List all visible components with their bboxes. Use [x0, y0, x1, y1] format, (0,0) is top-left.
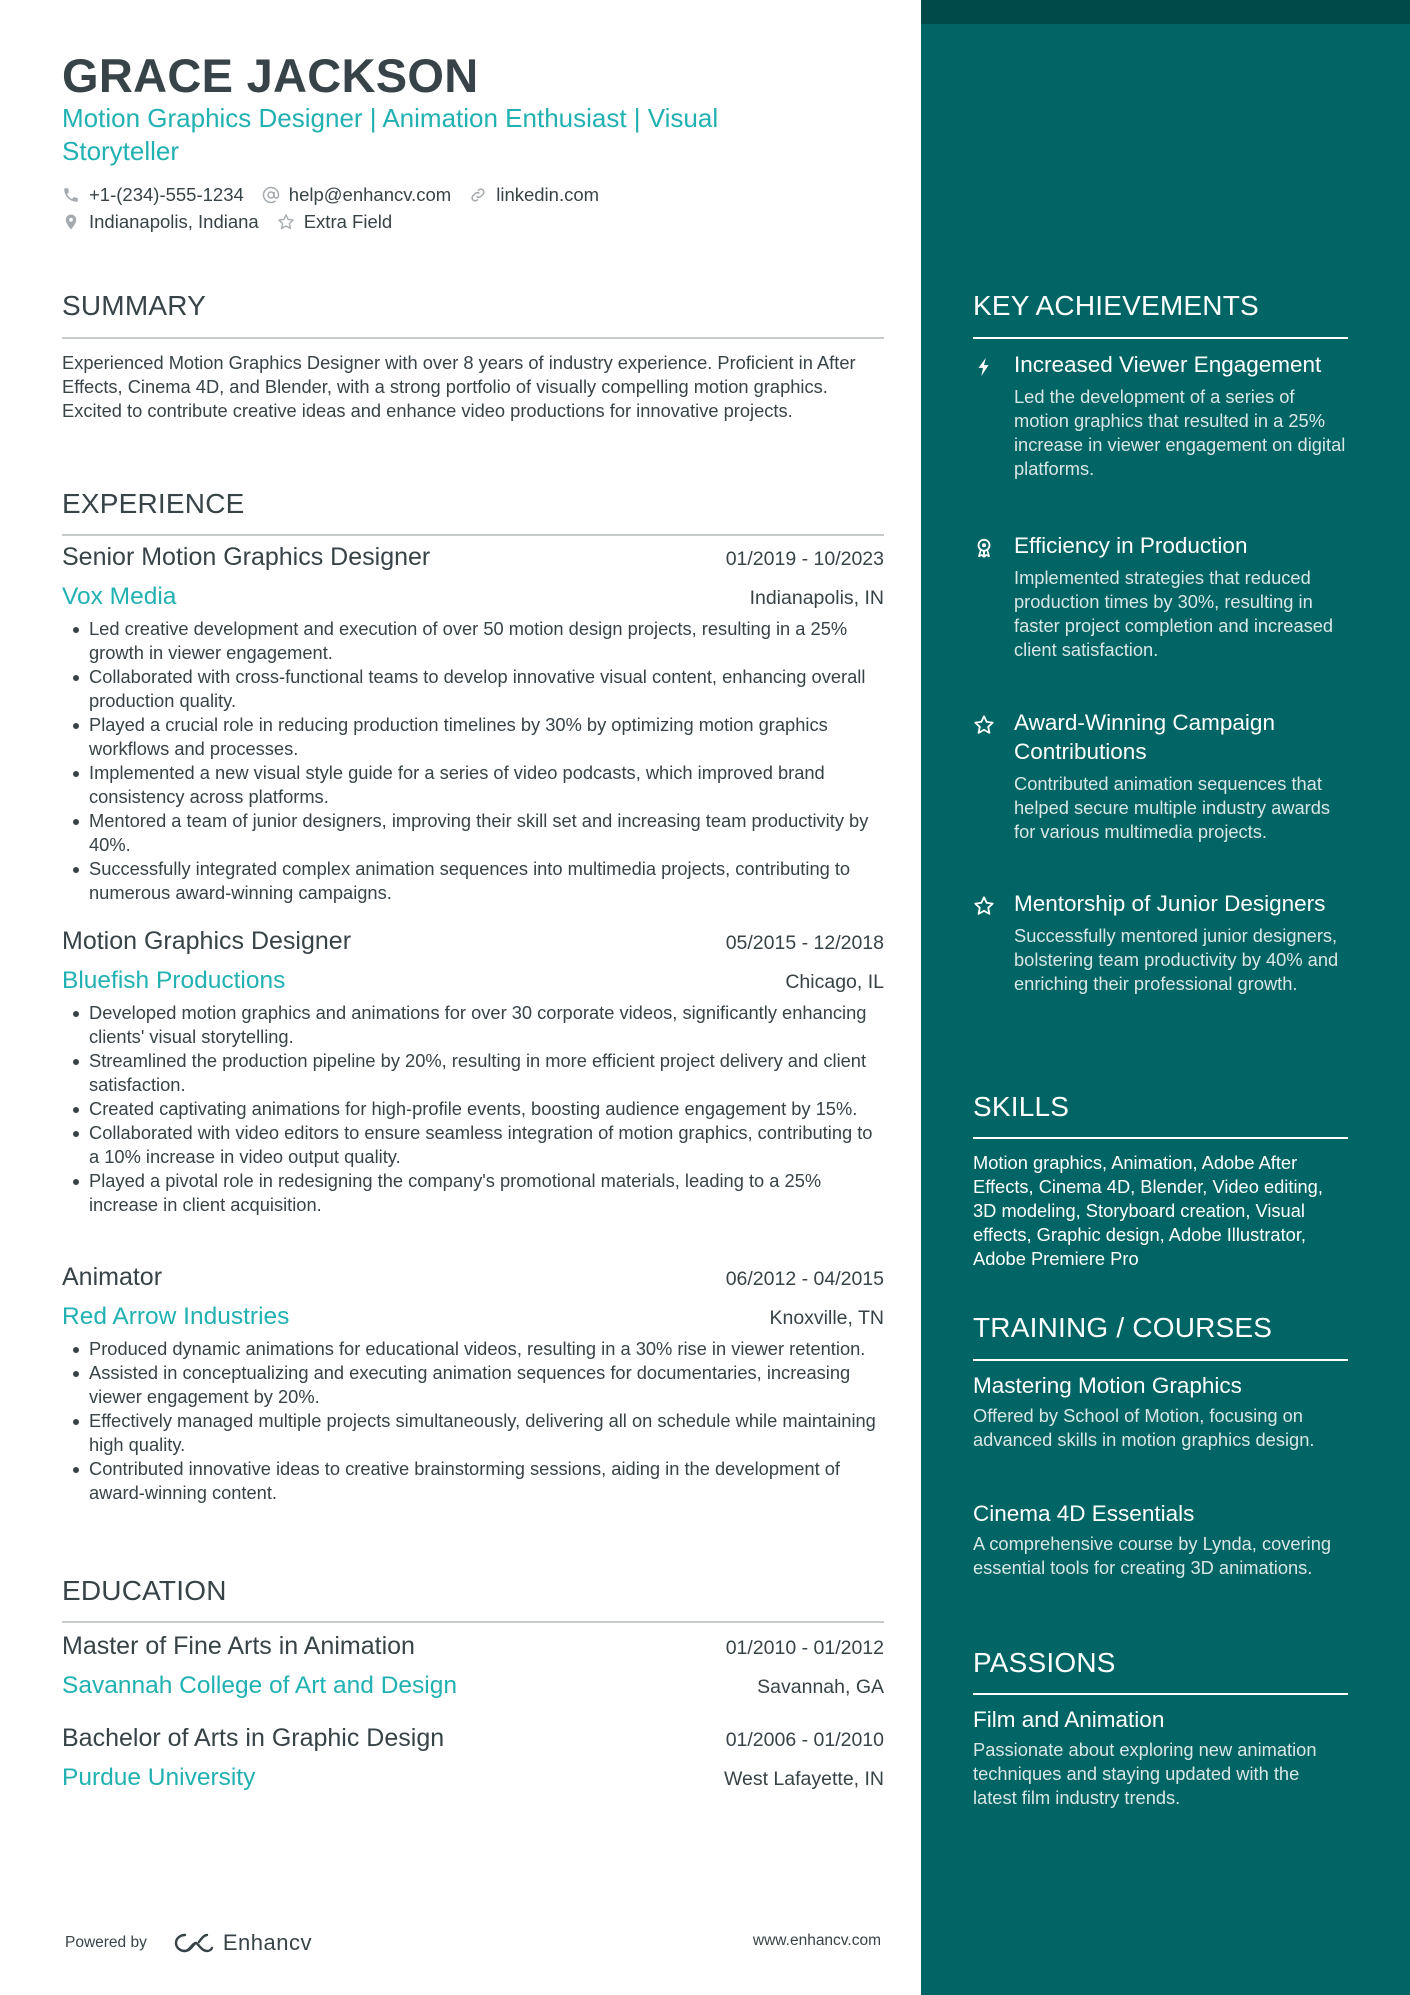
extra-field-text: Extra Field [303, 211, 393, 232]
course-item [973, 1371, 1348, 1452]
phone-contact [62, 184, 244, 206]
school-location: West Lafayette, IN [723, 1768, 884, 1790]
footer-url[interactable]: www.enhancv.com [752, 1932, 881, 1949]
award-icon [973, 537, 995, 559]
bullet-item: Effectively managed multiple projects simultaneously, delivering all on schedule while maintaining high quality. [62, 1409, 884, 1457]
bolt-icon [973, 356, 995, 378]
training-divider [973, 1359, 1348, 1361]
brand-name: Enhancv [222, 1930, 312, 1955]
bullet-item: Collaborated with cross-functional teams to develop innovative visual content, enhancing overall production quality. [62, 665, 884, 713]
bullet-item: Implemented a new visual style guide for a series of video podcasts, which improved brand consistency across platforms. [62, 761, 884, 809]
bullet-item: Led creative development and execution of over 50 motion design projects, resulting in a 25% growth in viewer engagement. [62, 617, 884, 665]
bullet-item: Played a crucial role in reducing production timelines by 30% by optimizing motion graphics workflows and processes. [62, 713, 884, 761]
summary-title: SUMMARY [62, 290, 207, 321]
education-divider [62, 1621, 884, 1623]
job-entry [62, 543, 884, 905]
achievement-title: Award-Winning Campaign Contributions [1014, 710, 1275, 764]
achievement-title: Increased Viewer Engagement [1014, 352, 1322, 377]
bullet-item: Produced dynamic animations for educational videos, resulting in a 30% rise in viewer retention. [62, 1337, 884, 1361]
bullet-item: Assisted in conceptualizing and executing animation sequences for documentaries, increasing viewer engagement by 20%. [62, 1361, 884, 1409]
headline: Motion Graphics Designer | Animation Enthusiast | Visual Storyteller [62, 103, 719, 166]
contact-row-2 [62, 211, 410, 233]
course-desc: Offered by School of Motion, focusing on advanced skills in motion graphics design. [973, 1405, 1315, 1450]
training-title: TRAINING / COURSES [973, 1312, 1273, 1343]
achievement-desc: Implemented strategies that reduced production times by 30%, resulting in faster project completion and increased client satisfaction. [1014, 567, 1334, 660]
education-date: 01/2010 - 01/2012 [725, 1637, 884, 1659]
star-icon [973, 895, 995, 917]
education-entry [62, 1632, 884, 1704]
achievement-item [973, 350, 1348, 481]
achievements-divider [973, 337, 1348, 339]
sidebar [921, 0, 1410, 1995]
at-sign-icon [262, 186, 280, 204]
job-date: 01/2019 - 10/2023 [725, 548, 884, 570]
course-title: Cinema 4D Essentials [973, 1501, 1195, 1526]
location-pin-icon [62, 213, 80, 231]
school-location: Savannah, GA [757, 1676, 884, 1698]
job-bullets [62, 1001, 884, 1217]
linkedin-text[interactable]: linkedin.com [496, 184, 600, 205]
powered-by-label: Powered by [65, 1934, 147, 1951]
bullet-item: Mentored a team of junior designers, improving their skill set and increasing team productivity by 40%. [62, 809, 884, 857]
achievements-title: KEY ACHIEVEMENTS [973, 290, 1259, 321]
achievement-item [973, 889, 1348, 996]
bullet-item: Developed motion graphics and animations for over 30 corporate videos, significantly enhancing clients' visual storytelling. [62, 1001, 884, 1049]
school-name: Purdue University [62, 1764, 256, 1791]
summary-text: Experienced Motion Graphics Designer with over 8 years of industry experience. Proficient in After Effects, Cinema 4D, and Blender, with a strong portfolio of visually compelling motion graphics. Excited to contribute creative ideas and enhance video productions for innovative projects. [62, 352, 856, 421]
job-location: Knoxville, TN [769, 1307, 884, 1329]
job-entry [62, 1263, 884, 1505]
job-title: Motion Graphics Designer [62, 927, 352, 955]
bullet-item: Successfully integrated complex animation sequences into multimedia projects, contributing to numerous award-winning campaigns. [62, 857, 884, 905]
education-entry [62, 1724, 884, 1796]
job-company: Bluefish Productions [62, 967, 286, 994]
achievement-desc: Contributed animation sequences that helped secure multiple industry awards for various multimedia projects. [1014, 773, 1331, 842]
education-title: EDUCATION [62, 1575, 227, 1606]
achievement-desc: Led the development of a series of motion graphics that resulted in a 25% increase in viewer engagement on digital platforms. [1014, 386, 1346, 479]
location-contact [62, 211, 259, 233]
experience-title: EXPERIENCE [62, 488, 245, 519]
job-title: Senior Motion Graphics Designer [62, 543, 431, 571]
bullet-item: Created captivating animations for high-profile events, boosting audience engagement by 15%. [62, 1097, 884, 1121]
extra-field-contact [277, 211, 392, 233]
email-text[interactable]: help@enhancv.com [288, 184, 452, 205]
achievement-title: Efficiency in Production [1014, 533, 1248, 558]
job-location: Indianapolis, IN [749, 587, 884, 609]
bullet-item: Contributed innovative ideas to creative brainstorming sessions, aiding in the development of award-winning content. [62, 1457, 884, 1505]
degree-title: Master of Fine Arts in Animation [62, 1632, 415, 1660]
location-text: Indianapolis, Indiana [89, 211, 259, 232]
course-title: Mastering Motion Graphics [973, 1373, 1242, 1398]
passion-desc: Passionate about exploring new animation techniques and staying updated with the latest film industry trends. [973, 1739, 1317, 1808]
passions-divider [973, 1693, 1348, 1695]
skills-text: Motion graphics, Animation, Adobe After Effects, Cinema 4D, Blender, Video editing, 3D modeling, Storyboard creation, Visual effects, Graphic design, Adobe Illustrator, Adobe Premiere Pro [973, 1152, 1323, 1269]
achievement-item [973, 708, 1348, 844]
phone-text: +1-(234)-555-1234 [89, 184, 244, 205]
job-company: Red Arrow Industries [62, 1303, 290, 1330]
achievement-item [973, 531, 1348, 662]
candidate-name: GRACE JACKSON [62, 49, 479, 102]
bullet-item: Streamlined the production pipeline by 20%, resulting in more efficient project delivery and client satisfaction. [62, 1049, 884, 1097]
job-location: Chicago, IL [785, 971, 884, 993]
sidebar-top-bar [921, 0, 1410, 24]
achievement-title: Mentorship of Junior Designers [1014, 891, 1326, 916]
job-entry [62, 927, 884, 1217]
experience-divider [62, 534, 884, 536]
course-desc: A comprehensive course by Lynda, covering essential tools for creating 3D animations. [973, 1533, 1332, 1578]
school-name: Savannah College of Art and Design [62, 1672, 457, 1699]
job-date: 05/2015 - 12/2018 [725, 932, 884, 954]
job-date: 06/2012 - 04/2015 [725, 1268, 884, 1290]
linkedin-contact[interactable] [469, 184, 599, 206]
skills-title: SKILLS [973, 1091, 1070, 1122]
course-item [973, 1499, 1348, 1580]
passion-title: Film and Animation [973, 1707, 1165, 1732]
summary-divider [62, 337, 884, 339]
powered-by [65, 1930, 312, 1956]
phone-icon [62, 186, 80, 204]
job-title: Animator [62, 1263, 163, 1291]
job-bullets [62, 617, 884, 905]
passions-title: PASSIONS [973, 1647, 1116, 1678]
bullet-item: Collaborated with video editors to ensure seamless integration of motion graphics, contributing to a 10% increase in video output quality. [62, 1121, 884, 1169]
achievement-desc: Successfully mentored junior designers, bolstering team productivity by 40% and enriching their professional growth. [1014, 925, 1339, 994]
degree-title: Bachelor of Arts in Graphic Design [62, 1724, 445, 1752]
star-icon [277, 213, 295, 231]
enhancv-logo-icon [173, 1931, 219, 1955]
star-icon [973, 714, 995, 736]
email-contact[interactable] [262, 184, 451, 206]
enhancv-logo[interactable] [173, 1930, 312, 1956]
contact-row-1 [62, 184, 617, 206]
passion-item [973, 1705, 1348, 1810]
link-icon [469, 186, 487, 204]
job-company: Vox Media [62, 583, 177, 610]
education-date: 01/2006 - 01/2010 [725, 1729, 884, 1751]
skills-divider [973, 1137, 1348, 1139]
bullet-item: Played a pivotal role in redesigning the company's promotional materials, leading to a 25% increase in client acquisition. [62, 1169, 884, 1217]
job-bullets [62, 1337, 884, 1505]
